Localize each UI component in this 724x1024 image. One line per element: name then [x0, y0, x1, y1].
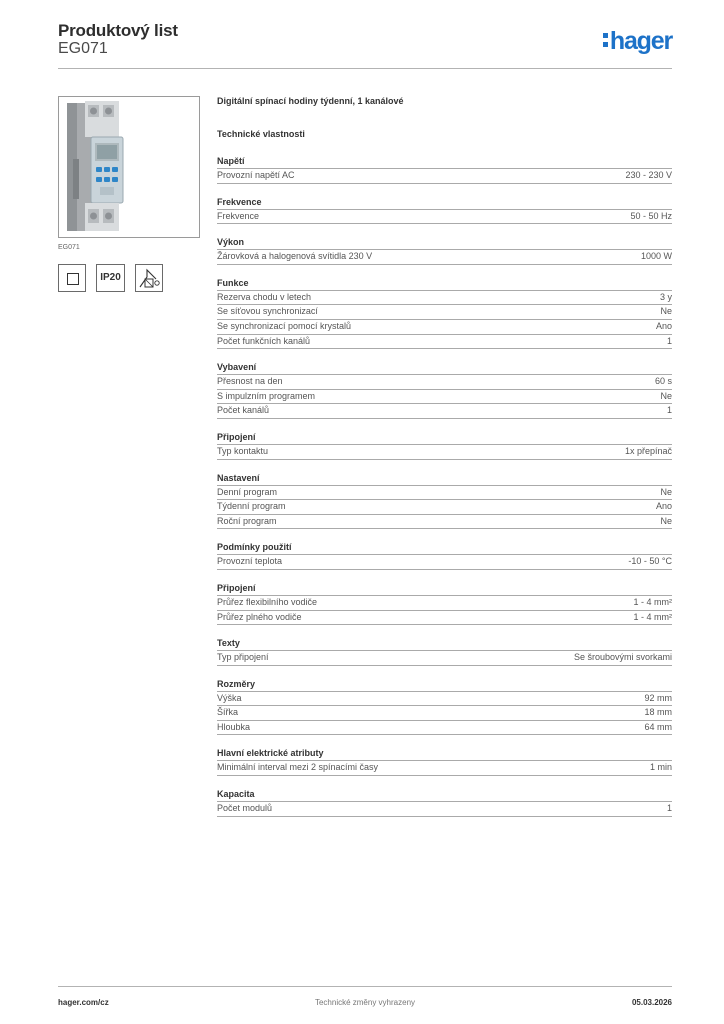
spec-value: 1 - 4 mm²	[633, 596, 672, 607]
image-caption: EG071	[58, 244, 80, 251]
spec-section-title: Připojení	[217, 431, 672, 445]
spec-value: 18 mm	[644, 707, 672, 718]
spec-row	[217, 706, 672, 721]
spec-section-title: Nastavení	[217, 472, 672, 486]
footer-date: 05.03.2026	[631, 998, 672, 1007]
spec-value: 3 y	[659, 291, 672, 302]
spec-section-title: Frekvence	[217, 196, 672, 210]
spec-row	[217, 210, 672, 225]
spec-row	[217, 611, 672, 626]
logo-colon-icon	[603, 33, 608, 51]
spec-section-title: Vybavení	[217, 361, 672, 375]
spec-row	[217, 320, 672, 335]
spec-label: Šířka	[217, 707, 239, 718]
double-insulation-icon	[58, 264, 86, 292]
spec-label: Výška	[217, 692, 242, 703]
spec-label: Počet kanálů	[217, 405, 270, 416]
ip-rating-badge: IP20	[96, 264, 125, 292]
spec-label: Rezerva chodu v letech	[217, 291, 312, 302]
spec-row	[217, 761, 672, 776]
spec-value: 1000 W	[640, 251, 672, 262]
spec-section	[217, 541, 672, 570]
spec-value: 1 min	[649, 762, 672, 773]
spec-section-title: Připojení	[217, 582, 672, 596]
spec-label: S impulzním programem	[217, 390, 316, 401]
spec-label: Provozní napětí AC	[217, 170, 295, 180]
spec-row	[217, 802, 672, 817]
spec-label: Přesnost na den	[217, 376, 283, 387]
footer-divider	[58, 986, 672, 987]
spec-value: Ne	[660, 390, 672, 401]
spec-value: Ano	[655, 501, 672, 512]
page-footer	[58, 996, 672, 1010]
spec-value: 230 - 230 V	[625, 170, 672, 180]
spec-value: -10 - 50 °C	[628, 556, 672, 567]
spec-label: Se síťovou synchronizací	[217, 306, 318, 317]
spec-section	[217, 747, 672, 776]
spec-row	[217, 375, 672, 390]
spec-label: Typ kontaktu	[217, 445, 269, 456]
logo-text: hager	[609, 27, 672, 55]
spec-row	[217, 596, 672, 611]
spec-label: Žárovková a halogenová svítidla 230 V	[217, 251, 373, 262]
spec-section	[217, 637, 672, 666]
header-divider	[58, 68, 672, 69]
spec-label: Roční program	[217, 515, 277, 526]
spec-label: Se synchronizací pomocí krystalů	[217, 320, 352, 331]
spec-value: 1	[666, 405, 672, 416]
spec-value: 50 - 50 Hz	[630, 210, 672, 221]
product-image	[58, 96, 200, 238]
spec-section	[217, 431, 672, 460]
spec-row	[217, 291, 672, 306]
spec-label: Typ připojení	[217, 652, 269, 663]
spec-row	[217, 169, 672, 184]
spec-label: Počet funkčních kanálů	[217, 335, 311, 346]
spec-row	[217, 555, 672, 570]
spec-value: 1 - 4 mm²	[633, 611, 672, 622]
tech-heading: Technické vlastnosti	[217, 129, 305, 139]
spec-value: Ne	[660, 515, 672, 526]
spec-section-title: Hlavní elektrické atributy	[217, 747, 672, 761]
spec-row	[217, 445, 672, 460]
spec-value: Ne	[660, 486, 672, 497]
footer-website: hager.com/cz	[58, 998, 109, 1007]
spec-value: 1	[666, 803, 672, 814]
spec-row	[217, 390, 672, 405]
spec-row	[217, 305, 672, 320]
spec-row	[217, 335, 672, 350]
spec-label: Hloubka	[217, 721, 251, 732]
spec-label: Frekvence	[217, 210, 260, 221]
spec-section-title: Kapacita	[217, 788, 672, 802]
spec-row	[217, 515, 672, 530]
spec-section	[217, 582, 672, 625]
spec-row	[217, 486, 672, 501]
product-description: Digitální spínací hodiny týdenní, 1 kanálové	[217, 96, 404, 106]
spec-label: Průřez flexibilního vodiče	[217, 596, 318, 607]
spec-label: Průřez plného vodiče	[217, 611, 302, 622]
spec-section	[217, 155, 672, 184]
spec-row	[217, 651, 672, 666]
mounting-symbol-icon	[135, 264, 163, 292]
spec-section	[217, 678, 672, 736]
footer-notice: Technické změny vyhrazeny	[314, 998, 416, 1007]
spec-row	[217, 404, 672, 419]
spec-section-title: Napětí	[217, 155, 672, 169]
din-rail-timer-illustration	[59, 97, 199, 237]
specification-panel	[217, 96, 672, 829]
spec-label: Počet modulů	[217, 803, 273, 814]
spec-value: 1	[666, 335, 672, 346]
spec-value: 1x přepínač	[624, 445, 672, 456]
spec-section	[217, 472, 672, 530]
spec-sections	[217, 155, 672, 817]
product-code: EG071	[58, 40, 108, 57]
spec-section	[217, 277, 672, 349]
spec-value: Ano	[655, 320, 672, 331]
spec-section	[217, 788, 672, 817]
spec-section-title: Podmínky použití	[217, 541, 672, 555]
spec-label: Týdenní program	[217, 501, 286, 512]
spec-value: 64 mm	[644, 721, 672, 732]
spec-section	[217, 196, 672, 225]
spec-label: Provozní teplota	[217, 556, 283, 567]
spec-row	[217, 692, 672, 707]
spec-section-title: Texty	[217, 637, 672, 651]
spec-value: 60 s	[654, 376, 672, 387]
spec-label: Minimální interval mezi 2 spínacími časy	[217, 762, 379, 773]
hager-logo	[603, 27, 672, 56]
spec-section-title: Funkce	[217, 277, 672, 291]
spec-section-title: Výkon	[217, 236, 672, 250]
spec-label: Denní program	[217, 486, 278, 497]
spec-section-title: Rozměry	[217, 678, 672, 692]
spec-value: 92 mm	[644, 692, 672, 703]
spec-value: Se šroubovými svorkami	[573, 652, 672, 663]
spec-value: Ne	[660, 306, 672, 317]
page-header	[58, 20, 672, 68]
spec-row	[217, 500, 672, 515]
page-title: Produktový list	[58, 21, 178, 40]
spec-section	[217, 236, 672, 265]
spec-row	[217, 250, 672, 265]
spec-section	[217, 361, 672, 419]
spec-row	[217, 721, 672, 736]
